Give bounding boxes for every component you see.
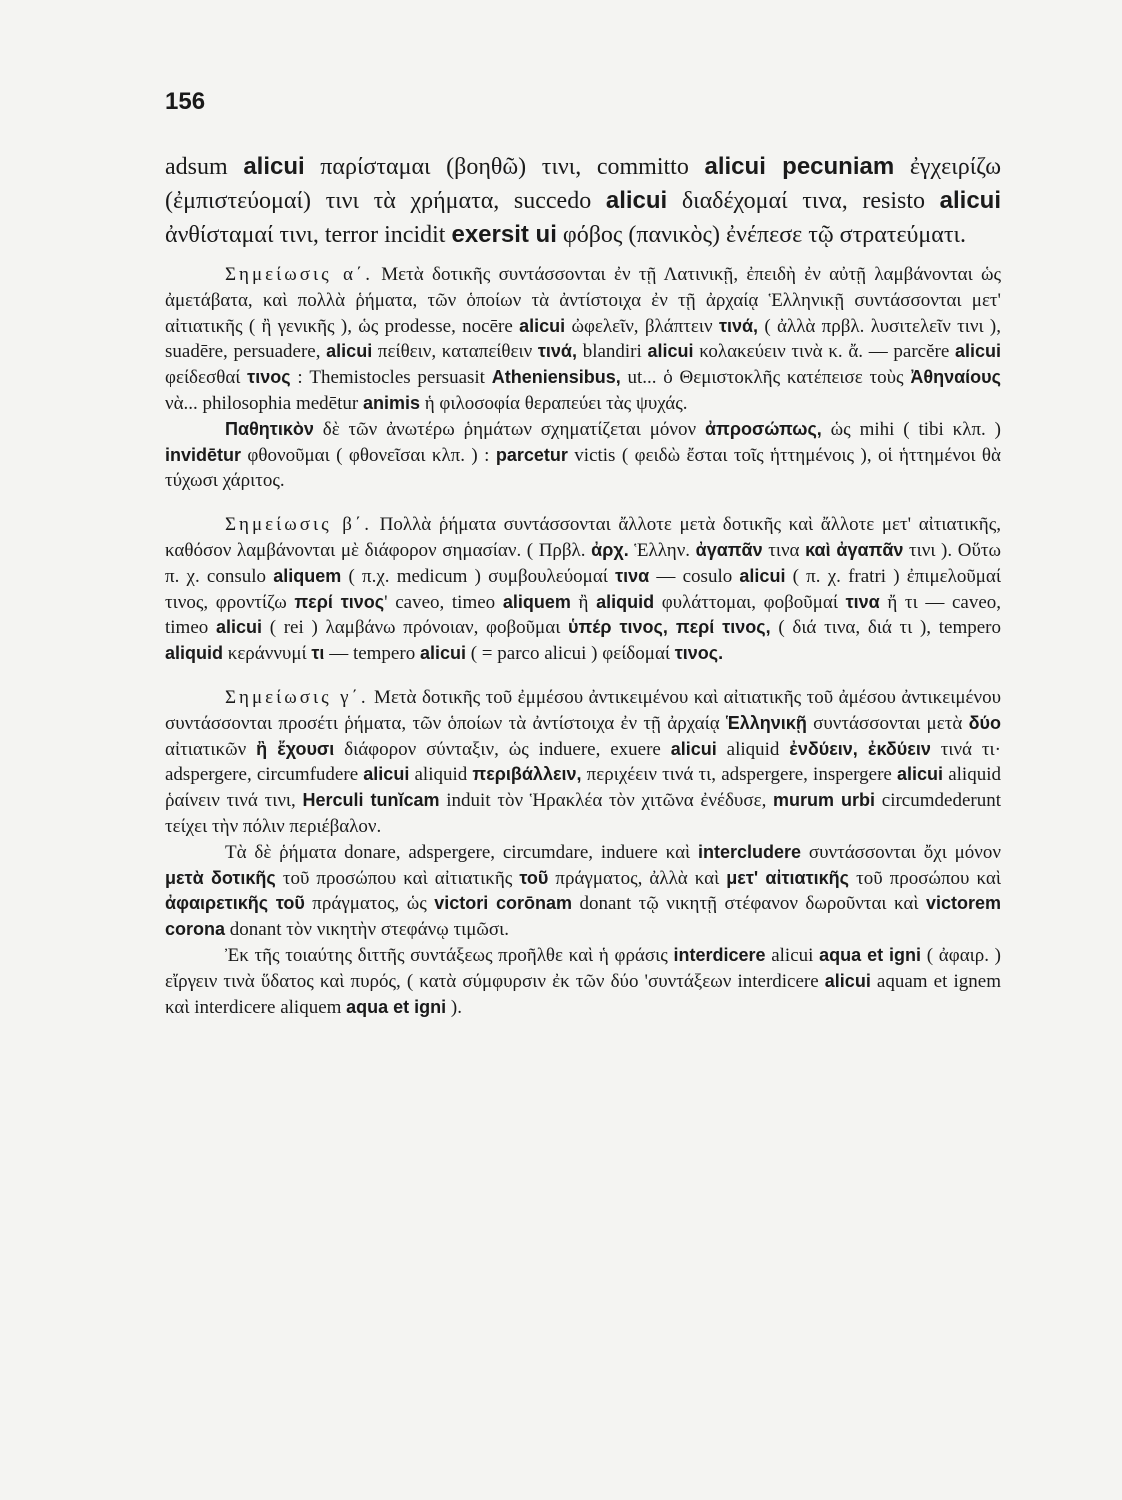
paragraph-6: Τὰ δὲ ῥήματα donare, adspergere, circumdare, induere καὶ intercludere συντάσσονται ὄχι μόνον μετὰ δοτικῆς τοῦ προσώπου καὶ αἰτιατικῆς τοῦ πράγματος, ἀλλὰ καὶ μετ' αἰτιατικῆς τοῦ προσώπου καὶ ἀφαιρετικῆς τοῦ πράγματος, ὡς victori corōnam donant τῷ νικητῇ στέφανον δωροῦνται καὶ victorem corona donant τὸν νικητὴν στεφάνῳ τιμῶσι. — [165, 841, 1001, 941]
paragraph-5: Σημείωσις γ΄. Μετὰ δοτικῆς τοῦ ἐμμέσου ἀντικειμένου καὶ αἰτιατικῆς τοῦ ἀμέσου ἀντικειμένου συντάσσονται προσέτι ῥήματα, τῶν ὁποίων τὰ ἀντίστοιχα ἐν τῇ ἀρχαίᾳ Ἑλληνικῇ συντάσσονται μετὰ δύο αἰτιατικῶν ἢ ἔχουσι διάφορον σύνταξιν, ὡς induere, exuere alicui aliquid ἐνδύειν, ἐκδύειν τινά τι· adspergere, circumfudere alicui aliquid περιβάλλειν, περιχέειν τινά τι, adspergere, inspergere alicui aliquid ῥαίνειν τινά τινι, Herculi tunĭcam induit τὸν Ἡρακλέα τὸν χιτῶνα ἐνέδυσε, murum urbi circumdederunt τείχει τὴν πόλιν περιέβαλον. — [165, 686, 1001, 837]
page-number: 156 — [165, 88, 206, 115]
paragraph-3: Παθητικὸν δὲ τῶν ἀνωτέρω ῥημάτων σχηματίζεται μόνον ἀπροσώπως, ὡς mihi ( tibi κλπ. ) invidētur φθονοῦμαι ( φθονεῖσαι κλπ. ) : parcetur victis ( φειδὼ ἔσται τοῖς ἡττημένοις ), οἱ ἡττημένοι θὰ τύχωσι χάριτος. — [165, 418, 1001, 492]
paragraph-4: Σημείωσις β΄. Πολλὰ ῥήματα συντάσσονται ἄλλοτε μετὰ δοτικῆς καὶ ἄλλοτε μετ' αἰτιατικῆς, καθόσον λαμβάνονται μὲ διάφορον σημασίαν. ( Πρβλ. ἀρχ. Ἑλλην. ἀγαπᾶν τινα καὶ ἀγαπᾶν τινι ). Οὕτω π. χ. consulo aliquem ( π.χ. medicum ) συμβουλεύομαί τινα — cosulo alicui ( π. χ. fratri ) ἐπιμελοῦμαί τινος, φροντίζω περί τινος' caveo, timeo aliquem ἢ aliquid φυλάττομαι, φοβοῦμαί τινα ἤ τι — caveo, timeo alicui ( rei ) λαμβάνω πρόνοιαν, φοβοῦμαι ὑπέρ τινος, περί τινος, ( διά τινα, διά τι ), tempero aliquid κεράννυμί τι — tempero alicui ( = parco alicui ) φείδομαί τινος. — [165, 514, 1002, 665]
paragraph-2: Σημείωσις α΄. Μετὰ δοτικῆς συντάσσονται ἐν τῇ Λατινικῇ, ἐπειδὴ ἐν αὐτῇ λαμβάνονται ὡς ἀμετάβατα, καὶ πολλὰ ῥήματα, τῶν ὁποίων τὰ ἀντίστοιχα ἐν τῇ ἀρχαίᾳ Ἑλληνικῇ συντάσσονται μετ' αἰτιατικῆς ( ἢ γενικῆς ), ὡς prodesse, nocēre alicui ὠφελεῖν, βλάπτειν τινά, ( ἀλλὰ πρβλ. λυσιτελεῖν τινι ), suadēre, persuadere, alicui πείθειν, καταπείθειν τινά, blandiri alicui κολακεύειν τινὰ κ. ἄ. — parcĕre alicui φείδεσθαί τινος : Themistocles persuasit Atheniensibus, ut... ὁ Θεμιστοκλῆς κατέπεισε τοὺς Ἀθηναίους νὰ... philosophia medētur animis ἡ φιλοσοφία θεραπεύει τὰς ψυχάς. — [165, 264, 1001, 414]
paragraph-1: adsum alicui παρίσταμαι (βοηθῶ) τινι, committo alicui pecuniam ἐγχειρίζω (ἐμπιστεύομαί) τινι τὰ χρήματα, succedo alicui διαδέχομαί τινα, resisto alicui ἀνθίσταμαί τινι, terror incidit exersit ui φόβος (πανικὸς) ἐνέπεσε τῷ στρατεύματι. — [165, 153, 1002, 248]
paragraph-7: Ἐκ τῆς τοιαύτης διττῆς συντάξεως προῆλθε καὶ ἡ φράσις interdicere alicui aqua et igni ( ἀφαιρ. ) εἴργειν τινὰ ὕδατος καὶ πυρός, ( κατὰ σύμφυρσιν ἐκ τῶν δύο 'συντάξεων interdicere alicui aquam et ignem καὶ interdicere aliquem aqua et igni ). — [165, 944, 1002, 1018]
text-block — [165, 150, 1001, 1020]
